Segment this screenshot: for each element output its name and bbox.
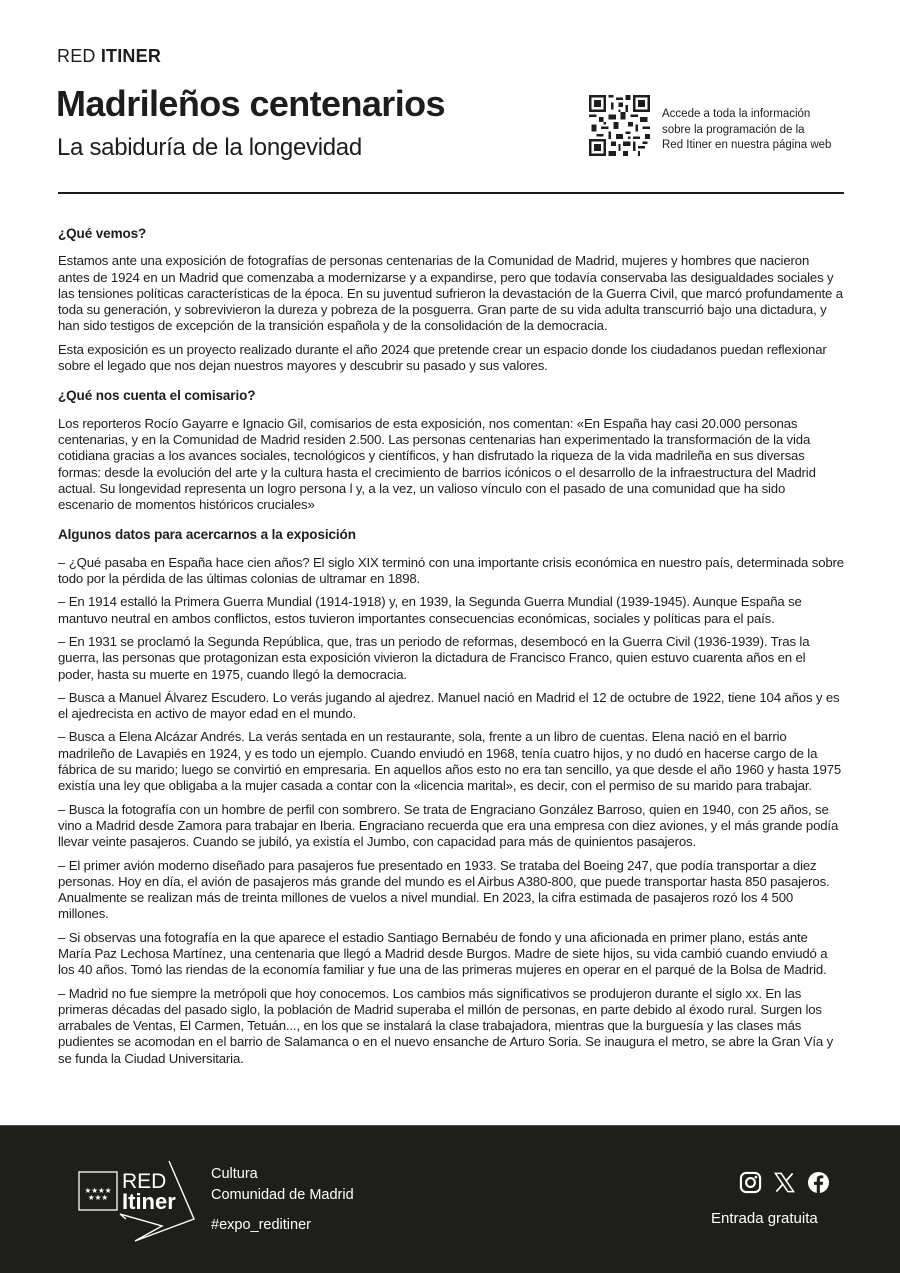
list-item: – Madrid no fue siempre la metrópoli que hoy conocemos. Los cambios más significativos se produjeron durante el siglo xx. En las primeras décadas del pasado siglo, la población de Madrid superaba el millón de personas, en parte debido al éxodo rural. Surgen los arrabales de Ventas, El Carmen, Tetuán..., en los que se instalará la clase trabajadora, mientras que la burguesía y las clases más pudientes se acomodan en el barrio de Salamanca o en el nuevo ensanche de Arturo Soria. Se inaugura el metro, se abre la Gran Vía y se funda la Ciudad Universitaria. [58,985,834,1066]
facebook-icon[interactable] [807,1171,830,1194]
page-title: Madrileños centenarios [56,83,445,124]
org-line-1: Cultura [211,1166,258,1182]
section-heading: ¿Qué vemos? [58,226,147,241]
hashtag[interactable]: #expo_reditiner [211,1217,311,1233]
list-item: – Busca a Manuel Álvarez Escudero. Lo verás jugando al ajedrez. Manuel nació en Madrid el 12 de octubre de 1922, tiene 104 años y es el ajedrecista en activo de mayor edad en el mundo. [58,689,840,722]
svg-text:★★★★: ★★★★ [84,1186,112,1195]
list-item: – En 1914 estalló la Primera Guerra Mundial (1914-1918) y, en 1939, la Segunda Guerra Mundial (1939-1945). Aunque España se mantuvo neutral en ambos conflictos, estos tuvieron importantes consecuencias económicas, sociales y políticas para el país. [58,594,802,626]
qr-caption-line: Accede a toda la información [662,108,811,120]
qr-code-icon[interactable] [589,95,650,156]
svg-text:★★★: ★★★ [87,1193,109,1202]
main-content [58,226,844,1081]
page-header [0,0,900,200]
header-divider [58,192,844,194]
section-heading: ¿Qué nos cuenta el comisario? [58,388,256,404]
qr-caption-line: sobre la programación de la [662,123,805,136]
section-heading: Algunos datos para acercarnos a la exposición [58,527,356,543]
section-que-vemos [58,226,844,374]
section-datos [58,527,844,1067]
brand-light: RED [57,46,96,66]
red-itiner-logo [78,1156,208,1246]
free-entry-label: Entrada gratuita [711,1210,818,1227]
logo-red-text: RED [122,1170,167,1193]
paragraph: Los reporteros Rocío Gayarre e Ignacio Gil, comisarios de esta exposición, nos comentan: «En España hay casi 20.000 personas centenarias, y en la Comunidad de Madrid residen 2.500. Las personas centenarias han experimentado la transformación de la vida cotidiana gracias a los avances sociales, tecnológicos y científicos, y han disfrutado la riqueza de la vida madrileña en sus diversas formas: desde la evolución del arte y la cultura hasta el crecimiento de barrios icónicos o el desarrollo de la infraestructura del Madrid actual. Su longevidad representa un logro persona l y, a la vez, un valioso vínculo con el pasado de una comunidad que ha sido escenario de momentos históricos cruciales» [58,415,816,513]
instagram-icon[interactable] [739,1171,762,1194]
list-item: – El primer avión moderno diseñado para pasajeros fue presentado en 1933. Se trataba del Boeing 247, que podía transportar a diez personas. Hoy en día, el avión de pasajeros más grande del mundo es el Airbus A380-800, que puede transportar hasta 850 pasajeros. Anualmente se realizan más de treinta millones de vuelos a nivel mundial. En 2023, la cifra estimada de pasajeros rozó los 4 500 millones. [58,857,830,922]
list-item: – ¿Qué pasaba en España hace cien años? El siglo XIX terminó con una importante crisis económica en nuestro país, determinada sobre todo por la pérdida de las últimas colonias de ultramar en 1898. [58,554,844,587]
qr-caption-line: Red Itiner en nuestra página web [662,139,832,151]
section-comisario [58,388,844,513]
brand-bold: ITINER [100,46,162,66]
x-icon[interactable] [773,1171,796,1194]
qr-caption [662,107,831,154]
list-item: – Si observas una fotografía en la que aparece el estadio Santiago Bernabéu de fondo y una aficionada en primer plano, estás ante María Paz Lechosa Martínez, una centenaria que llegó a Madrid desde Burgos. Madre de siete hijos, su vida cambió cuando enviudó a los 40 años. Tomó las riendas de la economía familiar y fue una de las primeras mujeres en operar en el parqué de la Bolsa de Madrid. [58,929,828,978]
page-subtitle: La sabiduría de la longevidad [57,134,362,161]
org-line-2: Comunidad de Madrid [211,1187,354,1203]
paragraph: Estamos ante una exposición de fotografías de personas centenarias de la Comunidad de Madrid, mujeres y hombres que nacieron antes de 1924 en un Madrid que comenzaba a modernizarse y a expandirse, pero que todavía conservaba las desigualdades sociales y las tensiones políticas características de la época. En su juventud sufrieron la devastación de la Guerra Civil, que marcó profundamente a toda su generación, y sobrevivieron la dureza y pobreza de la posguerra. Gran parte de su vida adulta transcurrió bajo una dictadura, y han sido testigos de excepción de la transición española y de la consolidación de la democracia. [58,253,843,334]
social-links [739,1171,830,1194]
list-item: – En 1931 se proclamó la Segunda República, que, tras un periodo de reformas, desembocó en la Guerra Civil (1936-1939). Tras la guerra, las personas que protagonizan esta exposición vivieron la dictadura de Francisco Franco, quien estuvo cuarenta años en el poder, hasta su muerte en 1975, cuando llegó la democracia. [58,633,810,682]
footer-info [211,1164,354,1236]
paragraph: Esta exposición es un proyecto realizado durante el año 2024 que pretende crear un espacio donde los ciudadanos puedan reflexionar sobre el legado que nos dejan nuestros mayores y descubrir su pasado y sus valores. [58,341,827,374]
list-item: – Busca la fotografía con un hombre de perfil con sombrero. Se trata de Engraciano González Barroso, quien en 1940, con 25 años, se vino a Madrid desde Zamora para trabajar en Iberia. Engraciano recuerda que era una empresa con diez aviones, y el más grande podía llevar veinte pasajeros. Cuando se jubiló, ya existía el Jumbo, con capacidad para más de quinientos pasajeros. [58,801,839,850]
list-item: – Busca a Elena Alcázar Andrés. La verás sentada en un restaurante, sola, frente a un libro de cuentas. Elena nació en el barrio madrileño de Lavapiés en 1924, y es todo un ejemplo. Cuando enviudó en 1968, tenía cuatro hijos, y no dudó en hacerse cargo de la fábrica de su marido; luego se convirtió en empresaria. En aquellos años esto no era tan sencillo, ya que desde el año 1960 y hasta 1975 existía una ley que obligaba a la mujer casada a contar con la «licencia marital», es decir, con el permiso de su marido para trabajar. [58,729,842,794]
logo-itiner-text: Itiner [122,1189,176,1214]
page-footer [0,1125,900,1273]
brand-wordmark [57,46,161,67]
